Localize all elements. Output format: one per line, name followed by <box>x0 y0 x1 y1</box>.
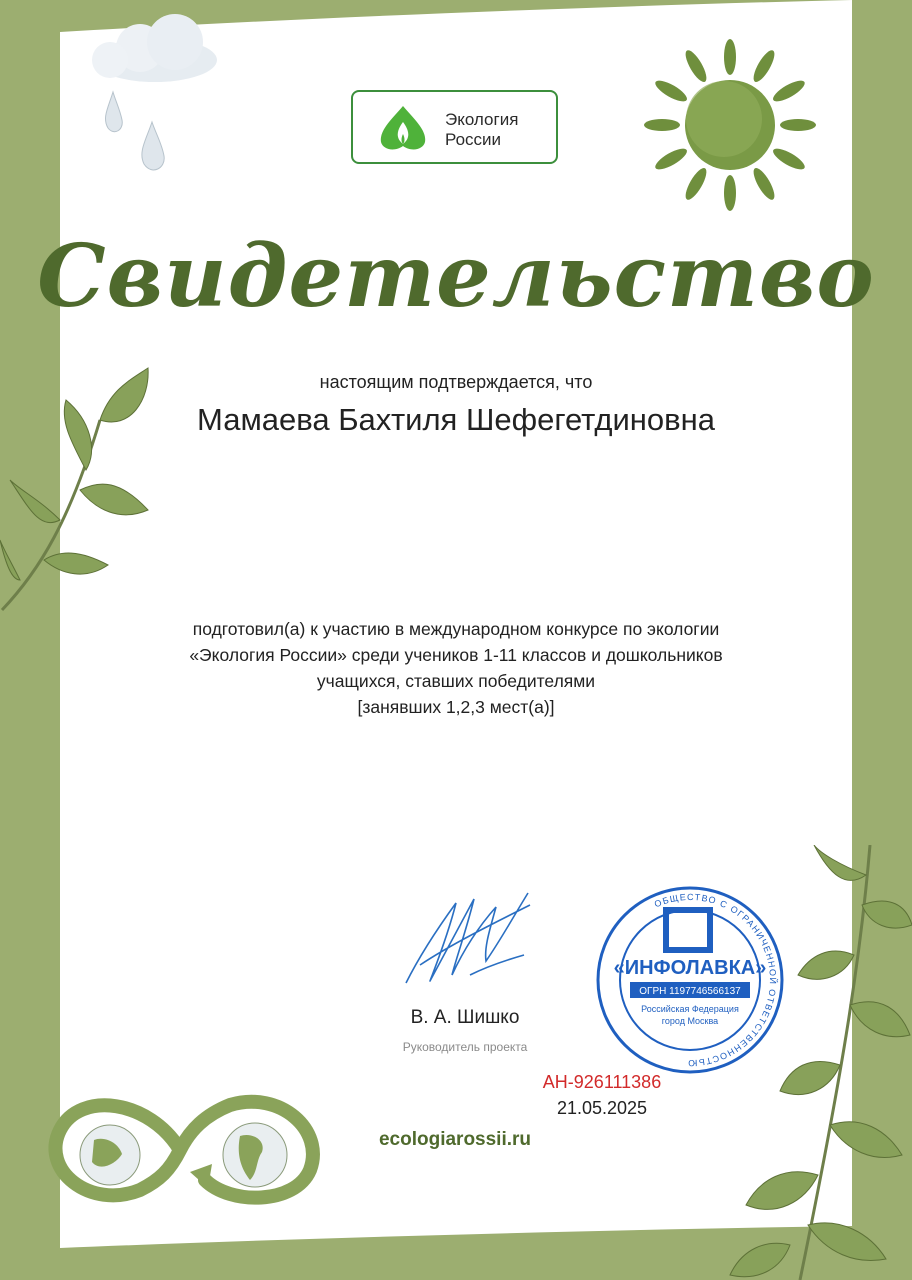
document-date: 21.05.2025 <box>556 1098 648 1118</box>
website-link[interactable]: ecologiarossii.ru <box>378 1129 532 1150</box>
stamp-org-name: «ИНФОЛАВКА» <box>613 957 767 979</box>
cloud-icon <box>80 10 230 190</box>
leaf-branch-right-icon <box>690 845 912 1280</box>
description-line-1: подготовил(а) к участию в международном конкурсе по экологии <box>192 619 720 639</box>
description-line-3: учащихся, ставших победителями <box>316 671 596 691</box>
stamp-city: город Москва <box>661 1016 719 1026</box>
recipient-name: Мамаева Бахтиля Шефегетдиновна <box>197 402 715 437</box>
signer-name: В. А. Шишко <box>410 1007 520 1028</box>
description <box>0 616 912 720</box>
leaf-logo-icon <box>375 104 431 152</box>
stamp-ogrn: ОГРН 1197746566137 <box>639 986 741 997</box>
certificate-title: Свидетельство <box>37 226 875 327</box>
stamp-country: Российская Федерация <box>641 1004 739 1014</box>
logo <box>351 90 558 164</box>
leaf-branch-left-icon <box>0 360 160 620</box>
logo-text <box>445 110 518 150</box>
logo-line-2: России <box>445 130 502 149</box>
document-number: АН-926111386 <box>542 1072 662 1092</box>
signer-role: Руководитель проекта <box>402 1040 528 1054</box>
description-line-2: «Экология России» среди учеников 1-11 классов и дошкольников <box>189 645 723 665</box>
description-line-4: [занявших 1,2,3 мест(а)] <box>357 697 555 717</box>
confirmation-text: настоящим подтверждается, что <box>319 372 593 392</box>
logo-line-1: Экология <box>445 110 519 129</box>
sun-icon <box>640 35 820 215</box>
stamp-ring-text: ОБЩЕСТВО С ОГРАНИЧЕННОЙ ОТВЕТСТВЕННОСТЬЮ <box>652 891 779 1069</box>
signature-image <box>400 885 535 995</box>
infinity-globes-icon <box>30 1080 330 1220</box>
